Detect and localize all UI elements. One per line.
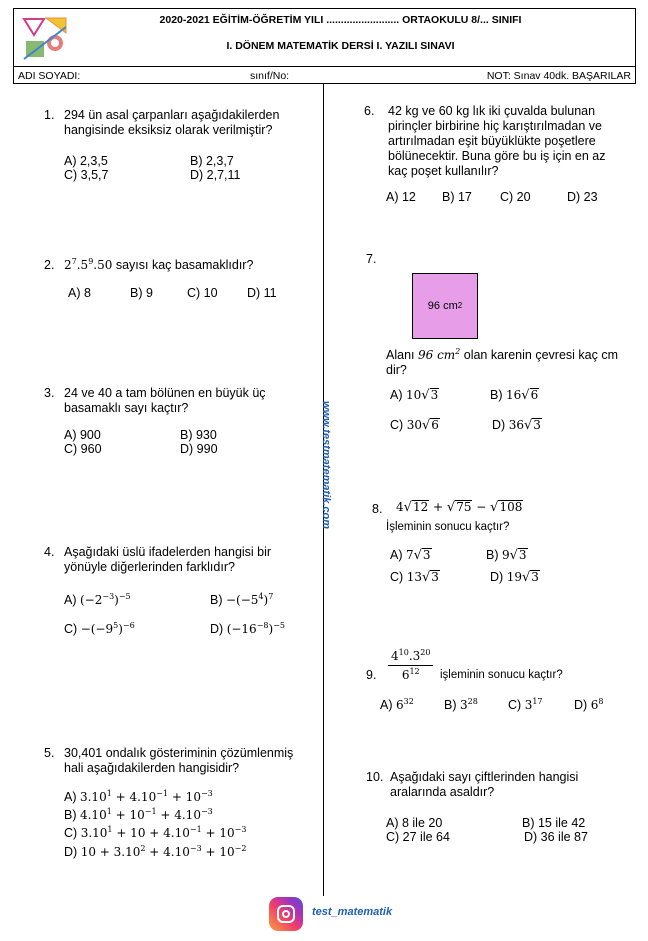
q2-option-a[interactable]: A) 8 (68, 286, 91, 300)
question-7-number: 7. (366, 252, 377, 266)
q3-option-b[interactable]: B) 930 (180, 428, 217, 442)
q10-option-b[interactable]: B) 15 ile 42 (522, 816, 586, 830)
q5-option-b[interactable]: B) $4.10^1 + 10^{-1} + 4.10^{-3}$ (64, 807, 213, 822)
question-2-text: $2^7.5^9.50$ sayısı kaç basamaklıdır? (64, 257, 254, 272)
q8-option-b[interactable]: B) 9√3 (486, 548, 527, 563)
question-8-expression: 4√12 + √75 − √108 (396, 500, 523, 515)
q5-option-c[interactable]: C) $3.10^1 + 10 + 4.10^{-1} + 10^{-3}$ (64, 825, 247, 840)
question-8-text: İşleminin sonucu kaçtır? (386, 521, 510, 533)
q3-option-a[interactable]: A) 900 (64, 428, 101, 442)
question-9-text: işleminin sonucu kaçtır? (440, 669, 563, 681)
question-10-text: Aşağıdaki sayı çiftlerinden hangisi aralarında asaldır? (390, 770, 579, 799)
q1-option-b[interactable]: B) 2,3,7 (190, 154, 234, 168)
question-7-text: Alanı 96 $cm^2$ olan karenin çevresi kaç cm dir? (386, 347, 618, 377)
question-6-text: 42 kg ve 60 kg lık iki çuvalda bulunan pirinçler birbirine hiç karıştırılmadan ve artırılmadan eşit büyüklükte poşetlere bölünecektir. Buna göre bu iş için en az kaç poşet kullanılır? (388, 104, 606, 178)
question-5-number: 5. (44, 746, 55, 760)
question-2-suffix: sayısı kaç basamaklıdır? (115, 258, 254, 272)
q4-option-c[interactable]: $C) -(-9^5)^{-6}$ (64, 621, 135, 636)
q8-option-a[interactable]: A) 7√3 (390, 548, 431, 563)
class-number-label: sınıf/No: (250, 70, 290, 82)
square-figure: 96 cm 2 (412, 273, 478, 339)
instagram-icon[interactable] (269, 897, 303, 931)
question-2-number: 2. (44, 258, 55, 272)
question-6-number: 6. (364, 104, 375, 118)
q2-option-d[interactable]: D) 11 (247, 286, 277, 300)
q10-option-d[interactable]: D) 36 ile 87 (524, 830, 588, 844)
q6-option-d[interactable]: D) 23 (567, 190, 598, 204)
q9-option-b[interactable]: B) $3^{28}$ (444, 697, 478, 712)
q6-option-b[interactable]: B) 17 (442, 190, 472, 204)
question-1-number: 1. (44, 108, 55, 122)
q8-option-c[interactable]: C) 13√3 (390, 570, 439, 585)
question-10-number: 10. (366, 770, 384, 784)
header-info-row (14, 66, 635, 84)
question-9-fraction: $\frac{4^{10}.3^{20}}{6^{12}}$ (388, 649, 433, 683)
q2-option-c[interactable]: C) 10 (187, 286, 218, 300)
student-name-label: ADI SOYADI: (18, 70, 81, 82)
question-8-number: 8. (372, 502, 383, 516)
header-exam-title: I. DÖNEM MATEMATİK DERSİ I. YAZILI SINAVI (226, 40, 455, 52)
q6-option-a[interactable]: A) 12 (386, 190, 416, 204)
website-watermark: www.testmatematik.com (320, 401, 332, 529)
q1-option-a[interactable]: A) 2,3,5 (64, 154, 108, 168)
q3-option-d[interactable]: D) 990 (180, 442, 218, 456)
header-school-year: 2020-2021 EĞİTİM-ÖĞRETİM YILI ......................... ORTAOKULU 8/... SINIFI (159, 14, 522, 26)
q10-option-c[interactable]: C) 27 ile 64 (386, 830, 450, 844)
q7-option-a[interactable]: A) 10√3 (390, 388, 439, 403)
question-4-text: Aşağıdaki üslü ifadelerden hangisi bir yönüyle diğerlerinden farklıdır? (64, 545, 272, 574)
exam-header (13, 8, 636, 84)
question-3-number: 3. (44, 386, 55, 400)
q4-option-a[interactable]: A) $(-2^{-3})^{-5}$ (64, 592, 131, 607)
question-4-number: 4. (44, 545, 55, 559)
q7-option-d[interactable]: D) 36√3 (492, 418, 541, 433)
q5-option-a[interactable]: A) $3.10^1 + 4.10^{-1} + 10^{-3}$ (64, 789, 213, 804)
q6-option-c[interactable]: C) 20 (500, 190, 531, 204)
question-5-text: 30,401 ondalık gösteriminin çözümlenmiş hali aşağıdakilerden hangisidir? (64, 746, 294, 775)
q8-option-d[interactable]: D) 19√3 (490, 570, 539, 585)
instagram-handle[interactable]: test_matematik (312, 906, 393, 918)
q7-option-c[interactable]: C) 30√6 (390, 418, 439, 433)
q3-option-c[interactable]: C) 960 (64, 442, 102, 456)
question-9-number: 9. (366, 668, 377, 682)
q2-option-b[interactable]: B) 9 (130, 286, 153, 300)
question-3-text: 24 ve 40 a tam bölünen en büyük üç basamaklı sayı kaçtır? (64, 386, 266, 415)
q9-option-c[interactable]: C) $3^{17}$ (508, 697, 543, 712)
q5-option-d[interactable]: D) $10 + 3.10^2 + 4.10^{-3} + 10^{-2}$ (64, 844, 247, 859)
q7-option-b[interactable]: B) 16√6 (490, 388, 539, 403)
q1-option-d[interactable]: D) 2,7,11 (190, 168, 241, 182)
q4-option-b[interactable]: $B) -(-5^4)^7$ (210, 592, 274, 607)
q9-option-d[interactable]: D) $6^8$ (574, 697, 604, 712)
q10-option-a[interactable]: A) 8 ile 20 (386, 816, 443, 830)
q4-option-d[interactable]: D) $(-16^{-8})^{-5}$ (210, 621, 285, 636)
q1-option-c[interactable]: C) 3,5,7 (64, 168, 109, 182)
q9-option-a[interactable]: A) $6^{32}$ (380, 697, 414, 712)
grade-note-label: NOT: Sınav 40dk. BAŞARILAR (486, 70, 631, 82)
question-1-text: 294 ün asal çarpanları aşağıdakilerden hangisinde eksiksiz olarak verilmiştir? (64, 108, 280, 137)
